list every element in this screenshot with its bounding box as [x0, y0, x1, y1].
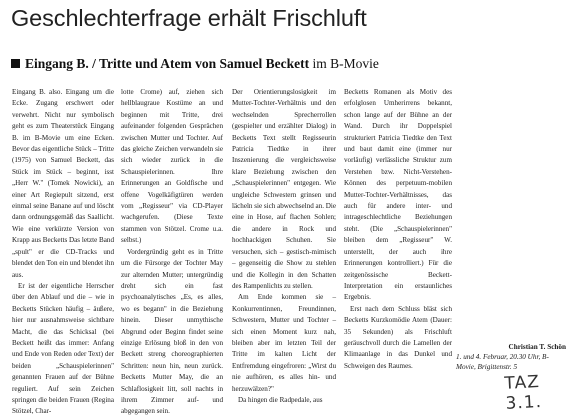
paragraph: Erst nach dem Schluss bläst sich Becketts Kurzkomödie Atem (Dauer: 35 Sekunden) als Frischluft geräuschvoll durch die Lamellen der Klimaanlage in das Dunkel und Schweigen des Raumes. — [344, 304, 452, 370]
handwritten-stamp: TAZ 3.1. — [504, 372, 543, 414]
article-headline: Geschlechterfrage erhält Frischluft — [11, 5, 367, 31]
article-column-1 — [12, 87, 114, 416]
paragraph: Er ist der eigentliche Herrscher über den Ablauf und die – wie in Becketts Stücken häufig – äußere, hier nur ausnahmsweise sichtbare Macht, die das Schicksal (bei Beckett heißt das immer: Anfang und Ende von Reden oder Text) der beiden „Schauspielerinnen" genannten Frauen auf der Bühne reguliert. Auf sein Zeichen springen die beiden Frauen (Regina Stötzel, Char- — [12, 281, 114, 416]
article-column-2 — [121, 87, 223, 416]
author-name: Christian T. Schön — [508, 343, 566, 351]
paragraph: lotte Crome) auf, ziehen sich hellblaugraue Kostüme an und beginnen mit Tritte, drei aufeinander folgenden Gesprächen zwischen Mutter und Tochter. Auf das gleiche Zeichen verwandeln sie sich wieder zurück in die Schauspielerinnen. Ihre Erinnerungen an Goldfische und offene Vogelkäfigtüren werden vom „Regisseur" via CD-Player wachgerufen. (Diese Texte stammen von Stötzel. Crome u.a. selbst.) — [121, 88, 223, 245]
article-signature — [456, 342, 566, 372]
paragraph: Da hingen die Radpedale, aus — [238, 395, 323, 404]
event-info: 1. und 4. Februar, 20.30 Uhr, B-Movie, Brigittenstr. 5 — [456, 353, 549, 371]
bullet-square-icon — [11, 59, 20, 68]
paragraph: Becketts Romanen als Motiv des erfolglosen Umherirrens bekannt, schon lange auf der Bühne an der Wand. Durch ihr Doppelspiel strukturiert Patricia Tiedtke den Text und baut damit eine (immer nur vorläufig) verlässliche Struktur zum Verstehen bzw. Nicht-Verstehen-Können des perpetuum-mobilen Mutter-Tochter-Verhältnisses, das auch für andere inter- und intrageschlechtliche Beziehungen steht. (Die „Schauspielerinnen" bleiben dem „Regisseur" W. unterstellt, der auch ihre Erinnerungen kontrolliert.) Für die zeitgenössische Beckett-Interpretation ein erstaunliches Ergebnis. — [344, 88, 452, 302]
paragraph: Der Orientierungslosigkeit im Mutter-Tochter-Verhältnis und den wechselnden Sprecherrollen (gespielter und erzählter Dialog) in Becketts Text stellt Regisseurin Patricia Tiedtke in ihrer Inszenierung die vergleichsweise klare Beziehung zwischen den „Schauspielerinnen" entgegen. Wie ungleiche Schwestern grinsen und lächeln sie sich abwechselnd an. Die eine in Hose, auf flachen Sohlen; die andere in Rock und hochhackigen Schuhen. Sie versuchen, sich – gestisch-mimisch – gegenseitig die Show zu stehlen und die Kollegin in den Schatten des Rampenlichts zu stellen. — [232, 88, 337, 290]
article-column-4 — [344, 87, 452, 387]
article-column-3 — [232, 87, 337, 404]
subhead-rest: im B-Movie — [309, 56, 379, 71]
paragraph: Eingang B. also. Eingang um die Ecke. Zugang erschwert oder verwehrt. Nicht nur symbolisch geht es zum Theaterstück Eingang B. im B-Movie um eine Ecken. Bevor das eigentliche Stück – Tritte (1975) von Samuel Beckett, das Stück im Stück – beginnt, isst „Herr W." (Tomek Nowicki), an einer Art Regiepult sitzend, erst einmal seine Banane auf und löscht dann ordnungsgemäß das Saallicht. Wie eine verkürzte Version von Krapp aus Becketts Das letzte Band „spult" er die CD-Tracks und blendet den Ton ein und blendet ihn aus. — [12, 88, 114, 279]
article-subhead — [11, 55, 556, 73]
subhead-bold: Eingang B. / Tritte und Atem von Samuel Beckett — [25, 56, 310, 71]
paragraph: Am Ende kommen sie – Konkurrentinnen, Freundinnen, Schwestern, Mutter und Tochter – sich einen Moment kurz nah, bleiben aber im letzten Teil der Tritte im kalten Licht der Entfremdung eingefroren: „Wirst du nie aufhören, es alles hin- und herzuwälzen?" — [232, 293, 336, 393]
paragraph: Vordergründig geht es in Tritte um die Fürsorge der Tochter May zur alternden Mutter; untergründig dreht sich ein fast psychoanalytisches „Es, es alles, wo es begann" in die Beziehung hinein. Dieser unmythische Abgrund oder Beginn findet seine einzige Erlösung bloß in den von Beckett streng choreographierten Schritten: neun hin, neun zurück. Becketts Mutter May, die an Schlaflosigkeit litt, soll nachts in ihrem Zimmer auf- und abgegangen sein. — [121, 247, 223, 416]
